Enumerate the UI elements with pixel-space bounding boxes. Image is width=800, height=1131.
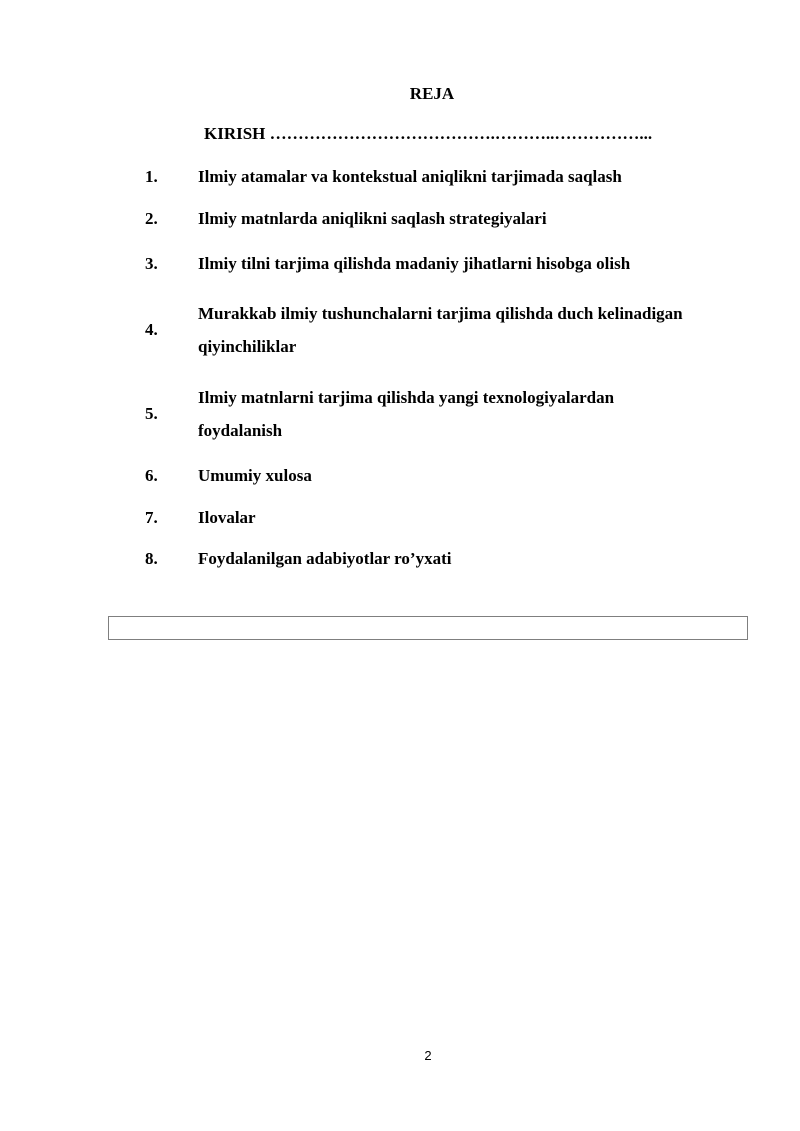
- toc-item-number: 4.: [145, 320, 158, 339]
- toc-item-text: Foydalanilgan adabiyotlar ro’yxati: [198, 549, 452, 568]
- empty-text-frame: [108, 616, 748, 640]
- toc-intro-entry: KIRISH ………………………………….………..……………...: [204, 124, 653, 143]
- toc-item-text: Ilmiy matnlarni tarjima qilishda yangi texnologiyalardan foydalanish: [198, 388, 615, 440]
- toc-item-text: Umumiy xulosa: [198, 466, 312, 485]
- toc-item-number: 1.: [145, 167, 158, 186]
- toc-item-text: Ilovalar: [198, 508, 256, 527]
- page-title: REJA: [409, 84, 455, 103]
- page-number: 2: [424, 1048, 432, 1063]
- toc-item-text: Ilmiy atamalar va kontekstual aniqlikni tarjimada saqlash: [198, 167, 622, 186]
- toc-item-number: 3.: [145, 254, 158, 273]
- toc-item-number: 6.: [145, 466, 158, 485]
- toc-item-number: 2.: [145, 209, 158, 228]
- toc-item-number: 5.: [145, 404, 158, 423]
- toc-item-number: 8.: [145, 549, 158, 568]
- toc-item-text: Ilmiy tilni tarjima qilishda madaniy jihatlarni hisobga olish: [198, 254, 631, 273]
- toc-item-text: Murakkab ilmiy tushunchalarni tarjima qilishda duch kelinadigan qiyinchiliklar: [198, 304, 683, 356]
- toc-item-text: Ilmiy matnlarda aniqlikni saqlash strategiyalari: [198, 209, 547, 228]
- toc-item-number: 7.: [145, 508, 158, 527]
